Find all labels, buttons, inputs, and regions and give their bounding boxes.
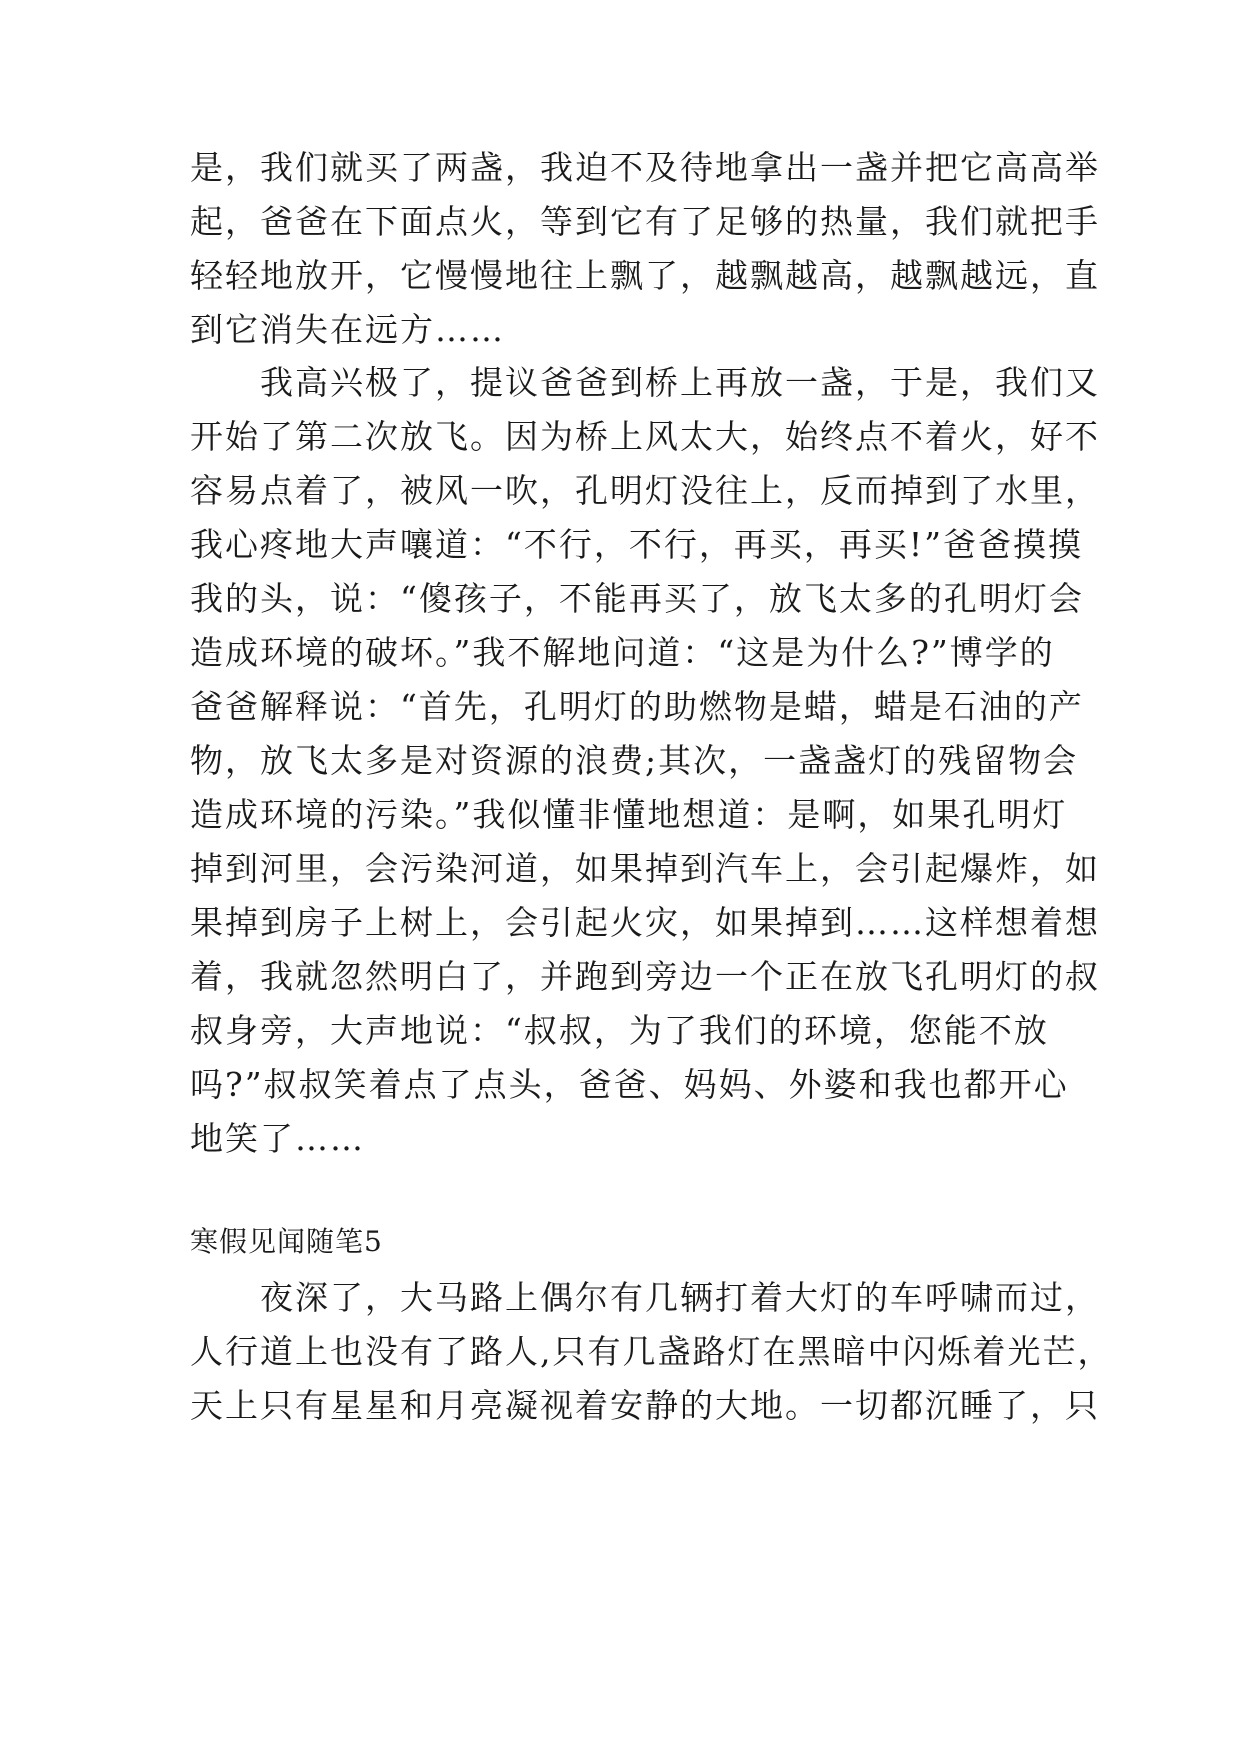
paragraph-line: 我心疼地大声嚷道：“不行，不行，再买，再买!”爸爸摸摸 — [190, 525, 1084, 564]
paragraph-line: 轻轻地放开，它慢慢地往上飘了，越飘越高，越飘越远，直 — [190, 256, 1100, 295]
paragraph-line: 物，放飞太多是对资源的浪费;其次，一盏盏灯的残留物会 — [190, 741, 1079, 780]
paragraph-line: 造成环境的污染。”我似懂非懂地想道：是啊，如果孔明灯 — [190, 795, 1068, 834]
paragraph-line: 造成环境的破坏。”我不解地问道：“这是为什么?”博学的 — [190, 633, 1055, 672]
paragraph-line: 到它消失在远方…… — [190, 310, 505, 349]
paragraph-line: 爸爸解释说：“首先，孔明灯的助燃物是蜡，蜡是石油的产 — [190, 687, 1084, 726]
paragraph-line: 夜深了，大马路上偶尔有几辆打着大灯的车呼啸而过， — [260, 1278, 1100, 1317]
paragraph-line: 着，我就忽然明白了，并跑到旁边一个正在放飞孔明灯的叔 — [190, 957, 1100, 996]
paragraph-line: 我的头，说：“傻孩子，不能再买了，放飞太多的孔明灯会 — [190, 579, 1084, 618]
paragraph-line: 起，爸爸在下面点火，等到它有了足够的热量，我们就把手 — [190, 202, 1100, 241]
paragraph-line: 开始了第二次放飞。因为桥上风太大，始终点不着火，好不 — [190, 417, 1100, 456]
paragraph-line: 容易点着了，被风一吹，孔明灯没往上，反而掉到了水里， — [190, 471, 1100, 510]
paragraph-line: 掉到河里，会污染河道，如果掉到汽车上，会引起爆炸，如 — [190, 849, 1100, 888]
paragraph-line: 吗?”叔叔笑着点了点头，爸爸、妈妈、外婆和我也都开心 — [190, 1065, 1069, 1104]
paragraph-line: 人行道上也没有了路人,只有几盏路灯在黑暗中闪烁着光芒， — [190, 1332, 1113, 1371]
paragraph-line: 叔身旁，大声地说：“叔叔，为了我们的环境，您能不放 — [190, 1011, 1049, 1050]
paragraph-line: 地笑了…… — [190, 1119, 365, 1158]
paragraph-line: 天上只有星星和月亮凝视着安静的大地。一切都沉睡了，只 — [190, 1386, 1100, 1425]
paragraph-line: 是，我们就买了两盏，我迫不及待地拿出一盏并把它高高举 — [190, 148, 1100, 187]
section-title: 寒假见闻随笔5 — [190, 1225, 383, 1258]
paragraph-line: 果掉到房子上树上，会引起火灾，如果掉到……这样想着想 — [190, 903, 1100, 942]
paragraph-line: 我高兴极了，提议爸爸到桥上再放一盏，于是，我们又 — [260, 363, 1100, 402]
